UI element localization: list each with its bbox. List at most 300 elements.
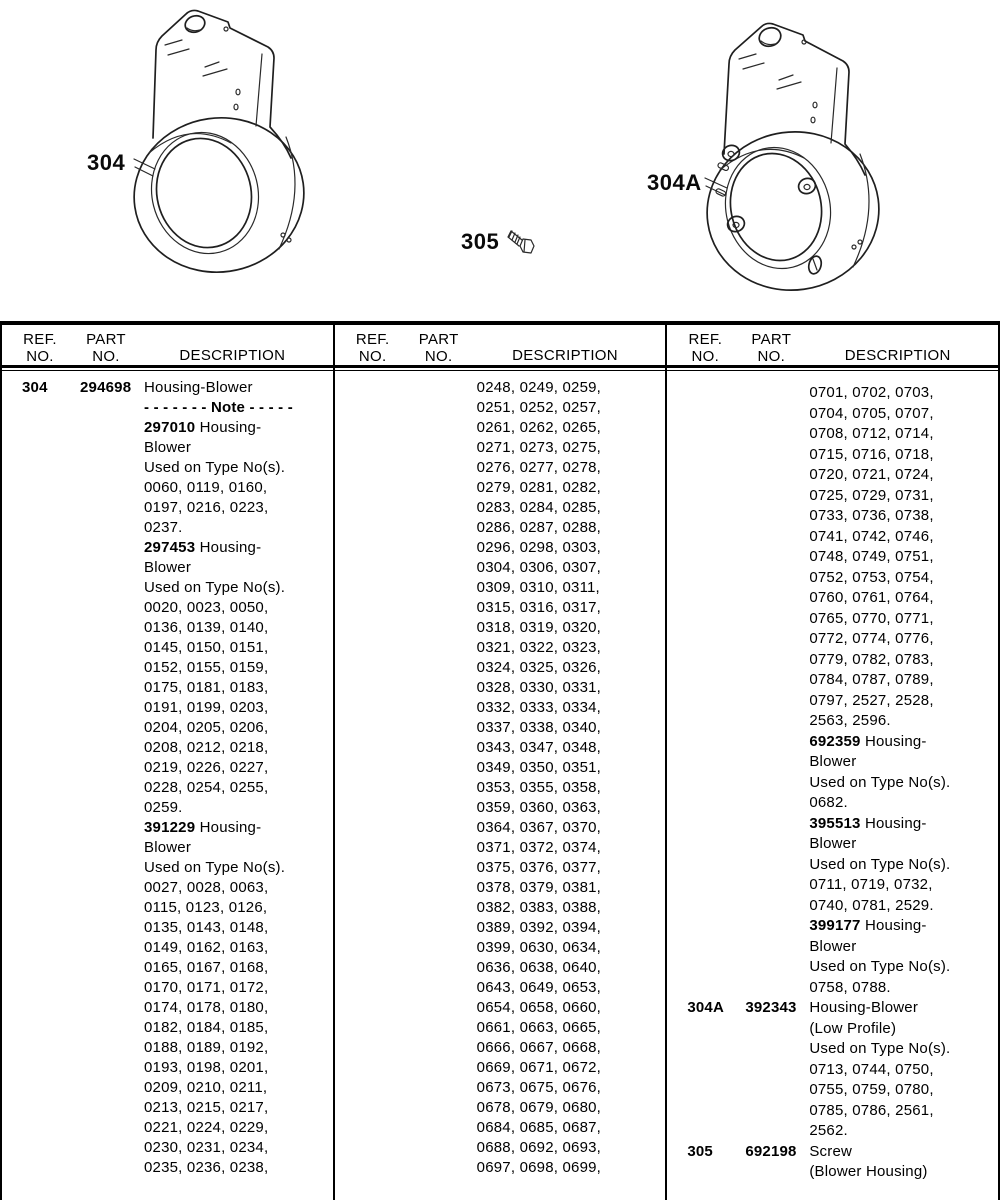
description-cell: 0165, 0167, 0168, bbox=[144, 959, 269, 976]
table-row bbox=[335, 458, 666, 478]
description-cell: 0364, 0367, 0370, bbox=[476, 819, 602, 836]
part-no-cell bbox=[725, 732, 809, 753]
table-row bbox=[667, 1101, 998, 1122]
part-no-cell bbox=[60, 618, 144, 638]
part-no-cell bbox=[393, 458, 477, 478]
part-no-cell bbox=[725, 916, 809, 937]
description-cell: Used on Type No(s). bbox=[144, 579, 286, 596]
table-row bbox=[335, 618, 666, 638]
part-no-cell bbox=[60, 778, 144, 798]
description-cell: 0643, 0649, 0653, bbox=[476, 979, 602, 996]
part-no-cell bbox=[60, 1058, 144, 1078]
description-cell: 0378, 0379, 0381, bbox=[476, 879, 602, 896]
column-body bbox=[667, 370, 998, 1200]
description-cell: 0145, 0150, 0151, bbox=[144, 639, 269, 656]
ref-no-cell bbox=[335, 1118, 393, 1138]
ref-no-cell bbox=[667, 896, 725, 917]
ref-no-cell bbox=[667, 1080, 725, 1101]
ref-no-cell bbox=[2, 418, 60, 438]
ref-no-cell bbox=[667, 937, 725, 958]
table-row bbox=[667, 547, 998, 568]
part-no-cell bbox=[725, 1162, 809, 1183]
table-row bbox=[667, 424, 998, 445]
description-cell: 0382, 0383, 0388, bbox=[476, 899, 602, 916]
description-cell: 0136, 0139, 0140, bbox=[144, 619, 269, 636]
table-row bbox=[2, 878, 333, 898]
table-row bbox=[2, 778, 333, 798]
table-row bbox=[335, 1038, 666, 1058]
description-cell: 0779, 0782, 0783, bbox=[809, 650, 934, 668]
table-row bbox=[335, 598, 666, 618]
table-row bbox=[667, 609, 998, 630]
description-cell: 0315, 0316, 0317, bbox=[476, 599, 602, 616]
table-row bbox=[2, 858, 333, 878]
ref-no-cell bbox=[2, 538, 60, 558]
table-row bbox=[335, 878, 666, 898]
part-no-cell bbox=[393, 1118, 477, 1138]
description-cell: 0318, 0319, 0320, bbox=[476, 619, 602, 636]
table-row bbox=[2, 758, 333, 778]
ref-no-cell bbox=[335, 978, 393, 998]
ref-no-cell bbox=[667, 978, 725, 999]
ref-no-cell bbox=[667, 650, 725, 671]
ref-no-cell bbox=[335, 1158, 393, 1178]
description-cell: 0682. bbox=[809, 794, 848, 811]
ref-no-cell bbox=[2, 1138, 60, 1158]
part-no-cell bbox=[725, 486, 809, 507]
blower-housing-304-drawing bbox=[132, 6, 310, 284]
description-cell: 0219, 0226, 0227, bbox=[144, 759, 269, 776]
part-no-cell bbox=[393, 758, 477, 778]
part-no-cell bbox=[60, 938, 144, 958]
part-no-cell bbox=[393, 478, 477, 498]
column-body bbox=[2, 370, 333, 1200]
ref-no-cell bbox=[667, 465, 725, 486]
col-header-part: PART NO. bbox=[86, 331, 126, 365]
part-no-cell bbox=[725, 588, 809, 609]
part-no-cell bbox=[60, 1038, 144, 1058]
description-cell: Blower bbox=[809, 937, 857, 955]
table-row bbox=[2, 738, 333, 758]
description-cell: 0353, 0355, 0358, bbox=[476, 779, 602, 796]
description-cell: 0208, 0212, 0218, bbox=[144, 739, 269, 756]
callout-304a: 304A bbox=[647, 170, 702, 195]
description-cell: 0251, 0252, 0257, bbox=[476, 399, 602, 416]
part-no-cell bbox=[393, 898, 477, 918]
ref-no-cell bbox=[667, 916, 725, 937]
part-no-cell bbox=[725, 670, 809, 691]
table-row bbox=[667, 814, 998, 835]
table-row bbox=[2, 578, 333, 598]
table-row bbox=[335, 698, 666, 718]
table-row bbox=[335, 798, 666, 818]
ref-no-cell bbox=[2, 1038, 60, 1058]
description-cell: 0228, 0254, 0255, bbox=[144, 779, 269, 796]
description-cell: 0321, 0322, 0323, bbox=[476, 639, 602, 656]
description-cell: (Low Profile) bbox=[809, 1019, 897, 1037]
part-no-cell bbox=[725, 937, 809, 958]
callout-304: 304 bbox=[87, 150, 126, 175]
description-cell: - - - - - - - Note - - - - - bbox=[144, 399, 293, 416]
table-row bbox=[2, 818, 333, 838]
ref-no-cell bbox=[667, 1060, 725, 1081]
table-row bbox=[335, 498, 666, 518]
part-no-cell bbox=[393, 1138, 477, 1158]
part-no-cell bbox=[725, 752, 809, 773]
part-no-cell bbox=[725, 547, 809, 568]
description-cell: 0772, 0774, 0776, bbox=[809, 630, 934, 647]
ref-no-cell bbox=[2, 678, 60, 698]
part-no-cell bbox=[393, 678, 477, 698]
part-no-cell bbox=[60, 1158, 144, 1178]
ref-no-cell bbox=[2, 618, 60, 638]
part-no-cell bbox=[393, 558, 477, 578]
ref-no-cell bbox=[667, 588, 725, 609]
description-cell: 0237. bbox=[144, 519, 183, 536]
part-no-cell bbox=[725, 978, 809, 999]
description-cell: 0752, 0753, 0754, bbox=[809, 568, 934, 586]
ref-no-cell bbox=[335, 1138, 393, 1158]
table-row bbox=[335, 998, 666, 1018]
ref-no-cell bbox=[2, 998, 60, 1018]
table-row bbox=[667, 752, 998, 773]
ref-no-cell bbox=[335, 998, 393, 1018]
part-no-cell bbox=[393, 938, 477, 958]
description-cell: Blower bbox=[144, 839, 192, 856]
ref-no-cell bbox=[335, 898, 393, 918]
table-row bbox=[2, 1018, 333, 1038]
description-cell: 0740, 0781, 2529. bbox=[809, 896, 934, 914]
ref-no-cell bbox=[335, 518, 393, 538]
description-cell: 0152, 0155, 0159, bbox=[144, 659, 269, 676]
part-no-cell bbox=[393, 598, 477, 618]
part-no-cell bbox=[60, 998, 144, 1018]
part-no-cell bbox=[725, 609, 809, 630]
ref-no-cell bbox=[335, 958, 393, 978]
description-cell: 0349, 0350, 0351, bbox=[476, 759, 602, 776]
part-no-cell bbox=[60, 918, 144, 938]
description-cell: 0697, 0698, 0699, bbox=[476, 1159, 602, 1176]
table-row bbox=[335, 818, 666, 838]
col-header-ref: REF. NO. bbox=[688, 331, 723, 365]
table-row bbox=[667, 998, 998, 1019]
ref-no-cell bbox=[335, 378, 393, 398]
part-no-cell bbox=[393, 858, 477, 878]
ref-no-cell bbox=[335, 658, 393, 678]
description-cell: 0259. bbox=[144, 799, 183, 816]
table-row bbox=[667, 691, 998, 712]
ref-no-cell bbox=[2, 498, 60, 518]
table-row bbox=[667, 404, 998, 425]
ref-no-cell bbox=[2, 458, 60, 478]
table-column-1 bbox=[2, 325, 333, 1200]
ref-no-cell bbox=[2, 638, 60, 658]
part-no-cell bbox=[725, 568, 809, 589]
description-cell: 0060, 0119, 0160, bbox=[144, 479, 268, 496]
part-no-cell bbox=[393, 838, 477, 858]
ref-no-cell bbox=[2, 918, 60, 938]
description-cell: 0279, 0281, 0282, bbox=[476, 479, 602, 496]
table-row bbox=[335, 958, 666, 978]
table-row bbox=[667, 916, 998, 937]
part-no-cell bbox=[725, 793, 809, 814]
ref-no-cell bbox=[667, 773, 725, 794]
ref-no-cell bbox=[2, 398, 60, 418]
description-cell: 0337, 0338, 0340, bbox=[476, 719, 602, 736]
description-cell: 0678, 0679, 0680, bbox=[476, 1099, 602, 1116]
ref-no-cell bbox=[335, 938, 393, 958]
table-row bbox=[2, 798, 333, 818]
part-no-cell bbox=[393, 1098, 477, 1118]
table-row bbox=[2, 378, 333, 398]
table-row bbox=[667, 834, 998, 855]
description-cell: 0713, 0744, 0750, bbox=[809, 1060, 934, 1078]
ref-no-cell: 304 bbox=[22, 379, 48, 396]
part-no-cell bbox=[60, 858, 144, 878]
blower-housing-304a-drawing bbox=[704, 18, 882, 308]
description-cell: 0175, 0181, 0183, bbox=[144, 679, 269, 696]
table-row bbox=[2, 958, 333, 978]
part-no-cell bbox=[60, 1138, 144, 1158]
part-no-cell bbox=[393, 658, 477, 678]
ref-no-cell bbox=[335, 838, 393, 858]
ref-no-cell bbox=[2, 878, 60, 898]
part-no-cell bbox=[393, 878, 477, 898]
ref-no-cell bbox=[2, 478, 60, 498]
ref-no-cell bbox=[667, 875, 725, 896]
description-cell: 391229 Housing- bbox=[144, 819, 262, 836]
table-row bbox=[2, 1078, 333, 1098]
table-row bbox=[667, 711, 998, 732]
ref-no-cell bbox=[2, 858, 60, 878]
table-row bbox=[667, 527, 998, 548]
table-row bbox=[335, 1158, 666, 1178]
description-cell: Used on Type No(s). bbox=[809, 773, 951, 791]
col-header-desc: DESCRIPTION bbox=[512, 347, 618, 364]
ref-no-cell bbox=[335, 778, 393, 798]
part-no-cell bbox=[393, 398, 477, 418]
description-cell: 0654, 0658, 0660, bbox=[476, 999, 602, 1016]
table-row bbox=[2, 438, 333, 458]
table-row bbox=[667, 957, 998, 978]
description-cell: 0748, 0749, 0751, bbox=[809, 548, 934, 565]
description-cell: Used on Type No(s). bbox=[809, 958, 951, 975]
description-cell: 0248, 0249, 0259, bbox=[476, 379, 602, 396]
part-no-cell bbox=[60, 658, 144, 678]
description-cell: 0784, 0787, 0789, bbox=[809, 671, 934, 688]
table-row bbox=[335, 538, 666, 558]
description-cell: 0188, 0189, 0192, bbox=[144, 1039, 269, 1056]
table-row bbox=[2, 1038, 333, 1058]
part-no-cell bbox=[393, 1058, 477, 1078]
table-row bbox=[2, 398, 333, 418]
description-cell: 0666, 0667, 0668, bbox=[476, 1039, 602, 1056]
table-row bbox=[335, 1018, 666, 1038]
description-cell: 297010 Housing- bbox=[144, 419, 262, 436]
table-row bbox=[335, 638, 666, 658]
table-row bbox=[335, 978, 666, 998]
description-cell: 0359, 0360, 0363, bbox=[476, 799, 602, 816]
table-row bbox=[335, 678, 666, 698]
description-cell: 0785, 0786, 2561, bbox=[809, 1101, 934, 1119]
table-row bbox=[667, 793, 998, 814]
ref-no-cell bbox=[667, 793, 725, 814]
ref-no-cell bbox=[335, 918, 393, 938]
description-cell: 0020, 0023, 0050, bbox=[144, 599, 269, 616]
description-cell: 0704, 0705, 0707, bbox=[809, 404, 934, 422]
part-no-cell bbox=[393, 978, 477, 998]
description-cell: 0261, 0262, 0265, bbox=[476, 419, 602, 436]
ref-no-cell bbox=[335, 558, 393, 578]
description-cell: 0797, 2527, 2528, bbox=[809, 691, 934, 709]
table-row bbox=[667, 486, 998, 507]
ref-no-cell bbox=[2, 718, 60, 738]
description-cell: 0271, 0273, 0275, bbox=[476, 439, 602, 456]
ref-no-cell bbox=[2, 518, 60, 538]
part-no-cell bbox=[60, 438, 144, 458]
table-row bbox=[335, 1138, 666, 1158]
ref-no-cell bbox=[667, 711, 725, 732]
ref-no-cell bbox=[667, 383, 725, 404]
ref-no-cell bbox=[335, 858, 393, 878]
table-row bbox=[335, 858, 666, 878]
table-row bbox=[335, 1098, 666, 1118]
description-cell: 0286, 0287, 0288, bbox=[476, 519, 602, 536]
table-row bbox=[2, 838, 333, 858]
ref-no-cell bbox=[667, 1039, 725, 1060]
ref-no-cell bbox=[667, 527, 725, 548]
part-no-cell bbox=[725, 506, 809, 527]
ref-no-cell bbox=[335, 478, 393, 498]
part-no-cell bbox=[725, 629, 809, 650]
table-row bbox=[335, 778, 666, 798]
table-row bbox=[335, 918, 666, 938]
ref-no-cell bbox=[2, 758, 60, 778]
ref-no-cell bbox=[2, 598, 60, 618]
table-row bbox=[667, 506, 998, 527]
table-row bbox=[2, 1098, 333, 1118]
ref-no-cell: 304A bbox=[687, 999, 725, 1016]
part-no-cell bbox=[60, 418, 144, 438]
part-no-cell: 294698 bbox=[80, 379, 132, 396]
ref-no-cell bbox=[667, 1162, 725, 1183]
ref-no-cell bbox=[335, 638, 393, 658]
description-cell: 0755, 0759, 0780, bbox=[809, 1081, 934, 1098]
ref-no-cell bbox=[335, 438, 393, 458]
ref-no-cell bbox=[335, 1058, 393, 1078]
table-row bbox=[335, 838, 666, 858]
part-no-cell bbox=[725, 896, 809, 917]
description-cell: 0328, 0330, 0331, bbox=[476, 679, 602, 696]
table-row bbox=[667, 1019, 998, 1040]
part-no-cell bbox=[393, 498, 477, 518]
part-no-cell bbox=[393, 538, 477, 558]
ref-no-cell bbox=[2, 838, 60, 858]
description-cell: 2562. bbox=[809, 1122, 848, 1139]
description-cell: 0182, 0184, 0185, bbox=[144, 1019, 269, 1036]
description-cell: Blower bbox=[144, 439, 192, 456]
description-cell: 0213, 0215, 0217, bbox=[144, 1099, 269, 1116]
ref-no-cell bbox=[335, 398, 393, 418]
table-row bbox=[667, 732, 998, 753]
table-row bbox=[335, 938, 666, 958]
table-row bbox=[2, 458, 333, 478]
part-no-cell bbox=[393, 798, 477, 818]
ref-no-cell bbox=[667, 404, 725, 425]
ref-no-cell bbox=[2, 1098, 60, 1118]
table-column-3 bbox=[665, 325, 998, 1200]
ref-no-cell bbox=[335, 698, 393, 718]
part-no-cell bbox=[60, 1098, 144, 1118]
description-cell: 0389, 0392, 0394, bbox=[476, 919, 602, 936]
part-no-cell bbox=[725, 383, 809, 404]
description-cell: 692359 Housing- bbox=[809, 732, 927, 750]
part-no-cell bbox=[60, 798, 144, 818]
ref-no-cell bbox=[2, 1158, 60, 1178]
description-cell: 0027, 0028, 0063, bbox=[144, 879, 269, 896]
part-no-cell bbox=[725, 814, 809, 835]
ref-no-cell bbox=[335, 818, 393, 838]
table-row bbox=[2, 978, 333, 998]
description-cell: Housing-Blower bbox=[809, 999, 919, 1016]
ref-no-cell bbox=[2, 438, 60, 458]
description-cell: Screw bbox=[809, 1142, 853, 1160]
table-row bbox=[667, 650, 998, 671]
ref-no-cell bbox=[2, 978, 60, 998]
part-no-cell bbox=[393, 958, 477, 978]
ref-no-cell bbox=[2, 938, 60, 958]
description-cell: 0375, 0376, 0377, bbox=[476, 859, 602, 876]
part-no-cell bbox=[60, 1118, 144, 1138]
ref-no-cell bbox=[335, 798, 393, 818]
ref-no-cell bbox=[335, 458, 393, 478]
table-row bbox=[667, 588, 998, 609]
ref-no-cell bbox=[2, 1058, 60, 1078]
ref-no-cell bbox=[2, 958, 60, 978]
ref-no-cell bbox=[2, 1118, 60, 1138]
description-cell: 0760, 0761, 0764, bbox=[809, 589, 934, 606]
callout-305: 305 bbox=[461, 229, 500, 254]
table-row bbox=[2, 718, 333, 738]
part-no-cell bbox=[60, 398, 144, 418]
part-no-cell bbox=[60, 958, 144, 978]
ref-no-cell bbox=[667, 486, 725, 507]
part-no-cell bbox=[60, 718, 144, 738]
table-row bbox=[667, 383, 998, 404]
part-no-cell bbox=[60, 638, 144, 658]
description-cell: 0283, 0284, 0285, bbox=[476, 499, 602, 516]
table-row bbox=[667, 1039, 998, 1060]
table-row bbox=[335, 758, 666, 778]
table-row bbox=[335, 738, 666, 758]
ref-no-cell bbox=[667, 506, 725, 527]
table-row bbox=[667, 1162, 998, 1183]
part-no-cell bbox=[60, 978, 144, 998]
description-cell: 0708, 0712, 0714, bbox=[809, 425, 934, 442]
part-no-cell bbox=[393, 518, 477, 538]
table-row bbox=[667, 465, 998, 486]
description-cell: (Blower Housing) bbox=[809, 1163, 928, 1180]
table-row bbox=[2, 998, 333, 1018]
part-no-cell bbox=[725, 773, 809, 794]
description-cell: 0673, 0675, 0676, bbox=[476, 1079, 602, 1096]
ref-no-cell bbox=[335, 618, 393, 638]
part-no-cell bbox=[60, 898, 144, 918]
ref-no-cell bbox=[667, 568, 725, 589]
description-cell: 2563, 2596. bbox=[809, 712, 891, 729]
table-row bbox=[667, 670, 998, 691]
part-no-cell bbox=[393, 818, 477, 838]
